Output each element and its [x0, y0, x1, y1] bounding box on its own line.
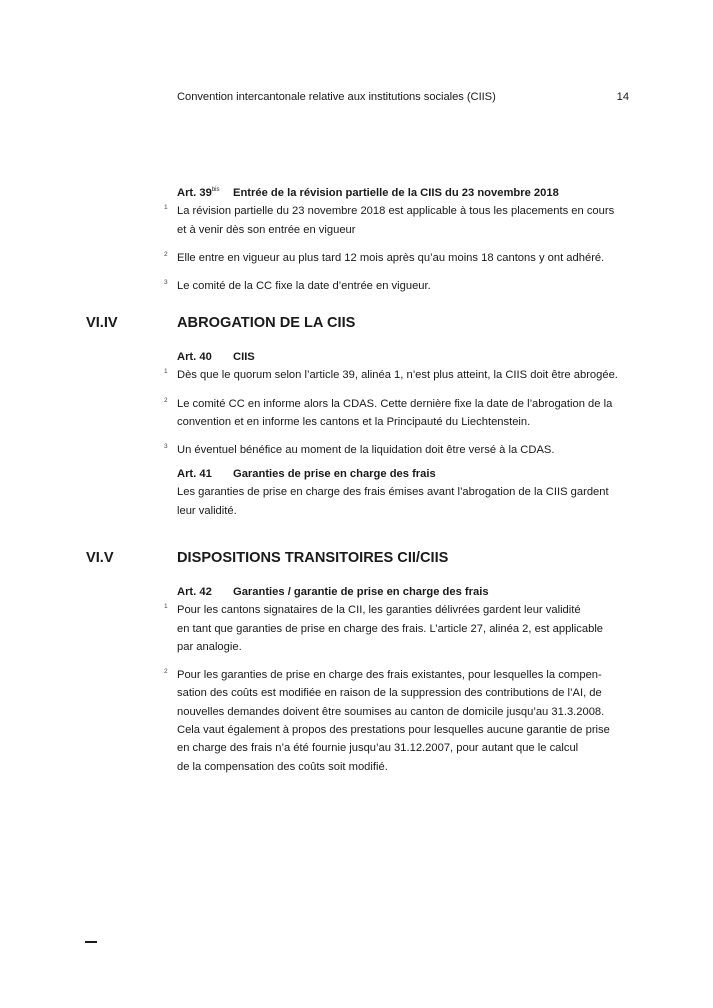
paragraph-number: 2	[164, 250, 168, 258]
paragraph-line: leur validité.	[177, 504, 237, 517]
paragraph-line: Le comité CC en informe alors la CDAS. Cette dernière fixe la date de l’abrogation de la	[177, 397, 613, 410]
paragraph-line: Un éventuel bénéfice au moment de la liquidation doit être versé à la CDAS.	[177, 444, 555, 457]
paragraph-number: 2	[164, 396, 168, 404]
paragraph-line: sation des coûts est modifiée en raison de la suppression des contributions de l’AI, de	[177, 687, 602, 700]
article-heading	[177, 583, 629, 601]
paragraph-number: 3	[164, 279, 168, 287]
paragraph-line: Dès que le quorum selon l’article 39, alinéa 1, n’est plus atteint, la CIIS doit être abrogée.	[177, 369, 618, 382]
page-number: 14	[616, 91, 629, 103]
article-title: Garanties de prise en charge des frais	[233, 468, 436, 480]
running-header	[177, 91, 629, 103]
article-title: Entrée de la révision partielle de la CIIS du 23 novembre 2018	[233, 187, 559, 199]
paragraph	[164, 249, 629, 267]
article-number: Art. 42	[177, 586, 212, 598]
paragraph-line: Pour les garanties de prise en charge des frais existantes, pour lesquelles la compen-	[177, 669, 602, 682]
document-title: Convention intercantonale relative aux institutions sociales (CIIS)	[177, 91, 496, 103]
paragraph	[177, 483, 629, 520]
article-42	[164, 583, 629, 776]
article-39bis	[164, 181, 629, 295]
article-heading	[177, 348, 629, 366]
paragraph-line: par analogie.	[177, 640, 242, 653]
article-title: CIIS	[233, 351, 255, 363]
article-heading	[177, 465, 629, 483]
paragraph-line: de la compensation des coûts soit modifié.	[177, 760, 388, 773]
article-title: Garanties / garantie de prise en charge des frais	[233, 586, 489, 598]
paragraph-line: en tant que garanties de prise en charge des frais. L’article 27, alinéa 2, est applicable	[177, 622, 604, 635]
paragraph-line: nouvelles demandes doivent être soumises au canton de domicile jusqu’au 31.3.2008.	[177, 705, 605, 718]
paragraph-number: 1	[164, 603, 168, 611]
paragraph-line: Les garanties de prise en charge des frais émises avant l’abrogation de la CIIS gardent	[177, 486, 609, 499]
paragraph	[164, 366, 629, 384]
article-41	[177, 465, 629, 520]
paragraph-number: 2	[164, 668, 168, 676]
article-40	[164, 348, 629, 459]
article-number: Art. 40	[177, 351, 212, 363]
article-number: Art. 41	[177, 468, 212, 480]
footer-dash	[85, 941, 97, 943]
paragraph-line: Le comité de la CC fixe la date d’entrée en vigueur.	[177, 280, 431, 293]
section-number: VI.V	[86, 550, 114, 566]
paragraph-number: 3	[164, 443, 168, 451]
paragraph-line: en charge des frais n’a été fournie jusqu’au 31.12.2007, pour autant que le calcul	[177, 742, 579, 755]
paragraph-line: La révision partielle du 23 novembre 2018 est applicable à tous les placements en cours	[177, 205, 615, 218]
section-title: ABROGATION DE LA CIIS	[177, 315, 356, 331]
section-number: VI.IV	[86, 315, 118, 331]
article-number: Art. $39^{bis}$	[177, 187, 220, 199]
paragraph	[164, 441, 629, 459]
paragraph-line: convention et en informe les cantons et la Principauté du Liechtenstein.	[177, 415, 531, 428]
paragraph-line: Elle entre en vigueur au plus tard 12 mois après qu’au moins 18 cantons y ont adhéré.	[177, 251, 605, 264]
paragraph	[164, 395, 629, 432]
paragraph-number: 1	[164, 368, 168, 376]
paragraph-line: Pour les cantons signataires de la CII, les garanties délivrées gardent leur validité	[177, 604, 581, 617]
paragraph-line: Cela vaut également à propos des prestations pour lesquelles aucune garantie de prise	[177, 724, 610, 737]
section-title: DISPOSITIONS TRANSITOIRES CII/CIIS	[177, 550, 449, 566]
paragraph	[164, 601, 629, 656]
paragraph-number: 1	[164, 204, 168, 212]
article-suffix: bis	[211, 187, 220, 193]
paragraph	[164, 202, 629, 239]
paragraph	[164, 277, 629, 295]
paragraph	[164, 666, 629, 776]
article-heading	[177, 181, 629, 202]
paragraph-line: et à venir dès son entrée en vigueur	[177, 223, 356, 236]
